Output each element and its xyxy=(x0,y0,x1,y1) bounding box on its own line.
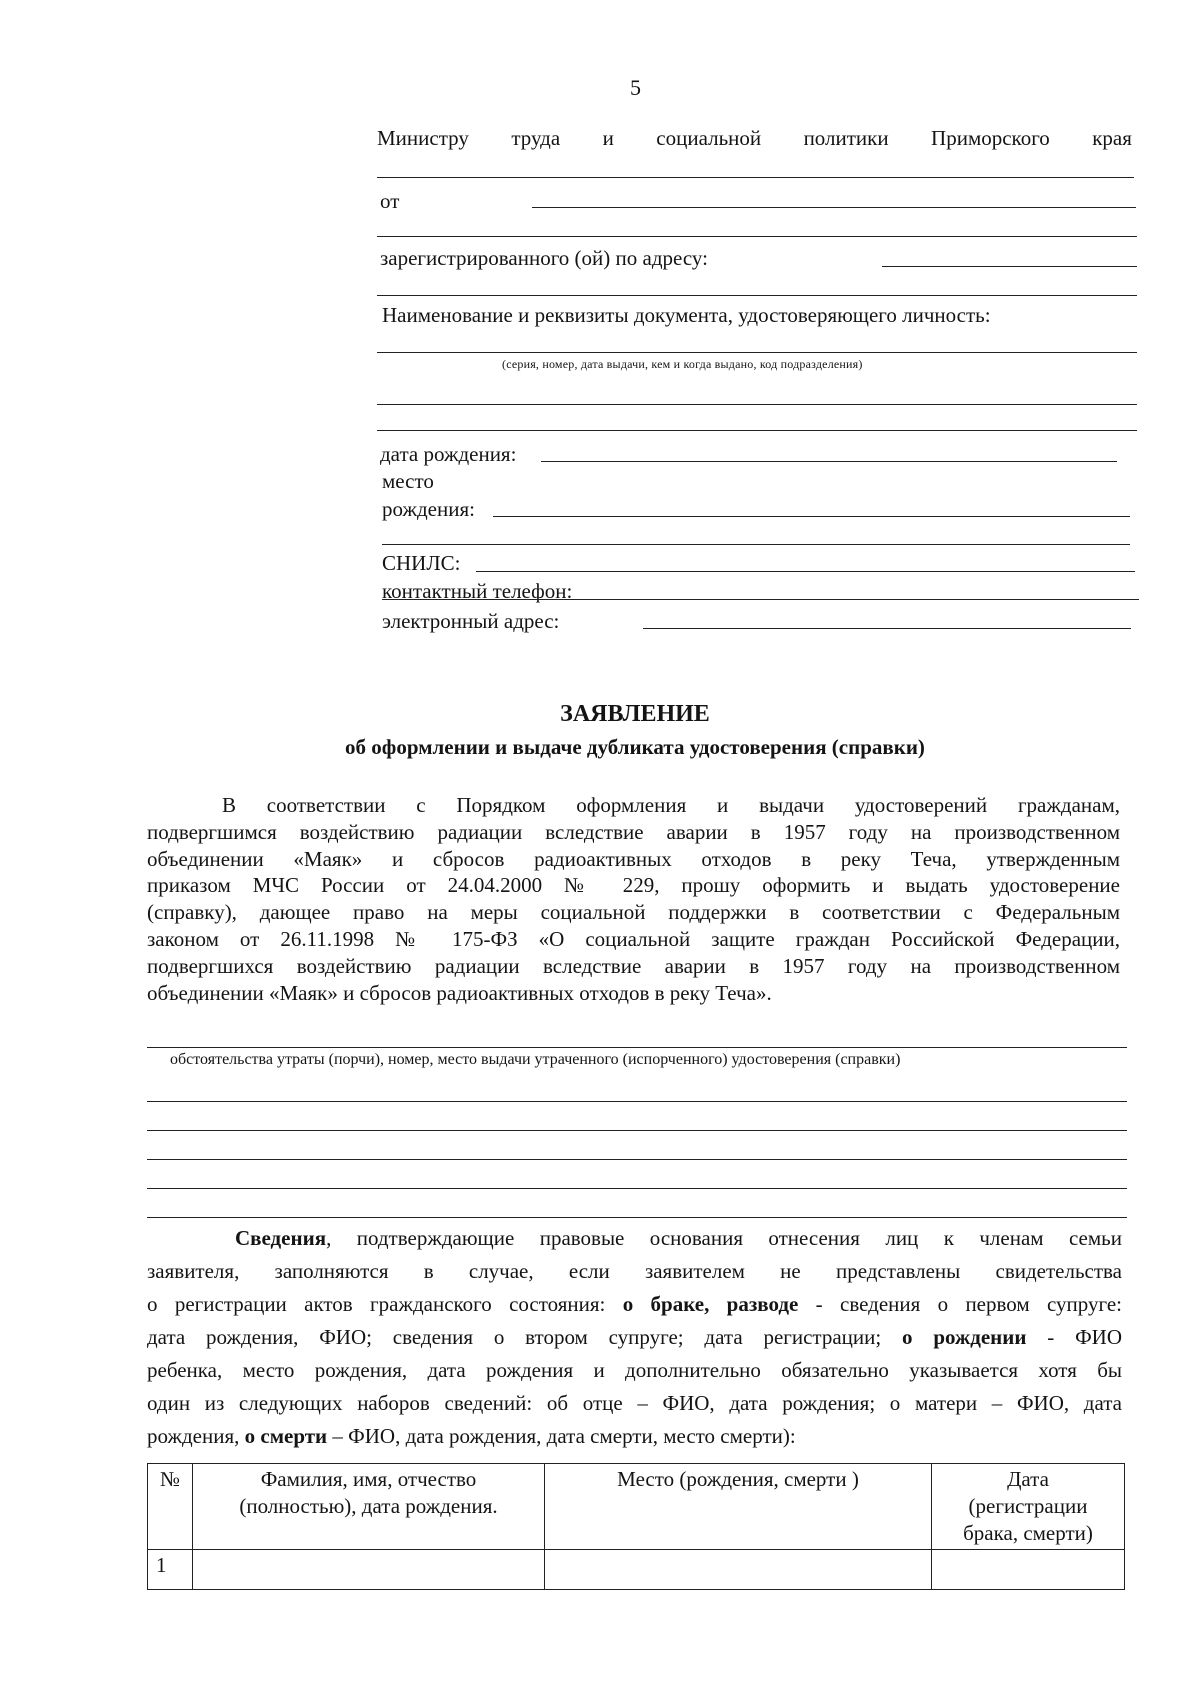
header-text: (полностью), дата рождения. xyxy=(239,1494,498,1518)
body-line: законом от 26.11.1998 № 175-ФЗ «О социальной защите граждан Российской Федерации, xyxy=(147,926,1120,951)
header-text: Фамилия, имя, отчество xyxy=(260,1467,477,1491)
info-bold: Сведения xyxy=(235,1226,327,1250)
blank-line[interactable] xyxy=(377,177,1134,178)
loss-caption: обстоятельства утраты (порчи), номер, место выдачи утраченного (испорченного) удостоверения (справки) xyxy=(170,1051,901,1068)
phone-label: контактный телефон: xyxy=(382,579,573,603)
table-header-row xyxy=(148,1464,1125,1550)
header-text: брака, смерти) xyxy=(963,1521,1093,1545)
info-text: рождения, xyxy=(147,1424,245,1448)
info-line xyxy=(147,1288,1122,1321)
body-line: подвергшимся воздействию радиации вследствие аварии в 1957 году на производственном xyxy=(147,819,1120,844)
from-field-line[interactable] xyxy=(532,207,1136,208)
info-line: заявителя, заполняются в случае, если заявителем не представлены свидетельства xyxy=(147,1259,1122,1283)
body-line: объединении «Маяк» и сбросов радиоактивных отходов в реку Теча, утвержденным xyxy=(147,846,1120,871)
family-table xyxy=(147,1463,1125,1590)
id-doc-label: Наименование и реквизиты документа, удостоверяющего личность: xyxy=(382,303,991,327)
addressee-word: и xyxy=(602,126,614,150)
document-title: ЗАЯВЛЕНИЕ xyxy=(560,701,710,727)
info-paragraph xyxy=(147,1222,1122,1453)
row-number: 1 xyxy=(148,1550,193,1590)
loss-field-line[interactable] xyxy=(147,1047,1127,1048)
header-date xyxy=(932,1464,1125,1550)
addressee-word: Министру xyxy=(377,126,469,150)
info-line xyxy=(147,1222,1122,1255)
body-line: (справку), дающее право на меры социальной поддержки в соответствии с Федеральным xyxy=(147,900,1120,925)
birth-place-label: место xyxy=(382,469,434,493)
addressee-line xyxy=(377,126,1132,151)
email-label: электронный адрес: xyxy=(382,609,560,633)
blank-line[interactable] xyxy=(382,544,1130,545)
body-line: объединении «Маяк» и сбросов радиоактивных отходов в реку Теча». xyxy=(147,980,772,1005)
header-place: Место (рождения, смерти ) xyxy=(545,1464,932,1550)
info-text: , подтверждающие правовые основания отнесения лиц к членам семьи xyxy=(326,1226,1122,1250)
header-text: Дата xyxy=(1007,1467,1049,1491)
header-number: № xyxy=(148,1464,193,1550)
snils-field-line[interactable] xyxy=(476,571,1135,572)
info-bold: о браке, разводе xyxy=(622,1292,799,1316)
info-text: – ФИО, дата рождения, дата смерти, место смерти): xyxy=(327,1424,796,1448)
birth-date-field-line[interactable] xyxy=(541,461,1117,462)
body-line: приказом МЧС России от 24.04.2000 № 229, прошу оформить и выдать удостоверение xyxy=(147,873,1120,898)
birth-date-label: дата рождения: xyxy=(380,442,517,466)
table-row xyxy=(148,1550,1125,1590)
info-text: дата рождения, ФИО; сведения о втором супруге; дата регистрации; xyxy=(147,1325,903,1349)
info-line: один из следующих наборов сведений: об отце – ФИО, дата рождения; о матери – ФИО, дата xyxy=(147,1391,1122,1415)
snils-label: СНИЛС: xyxy=(382,551,461,575)
addressee-word: социальной xyxy=(656,126,762,150)
info-text: о регистрации актов гражданского состояния: xyxy=(147,1292,623,1316)
email-field-line[interactable] xyxy=(643,628,1131,629)
blank-line[interactable] xyxy=(377,236,1137,237)
blank-line[interactable] xyxy=(147,1188,1127,1189)
info-line: ребенка, место рождения, дата рождения и дополнительно обязательно указывается хотя бы xyxy=(147,1358,1122,1382)
cell-place[interactable] xyxy=(545,1550,932,1590)
info-text: - ФИО xyxy=(1026,1325,1122,1349)
blank-line[interactable] xyxy=(147,1217,1127,1218)
header-full-name xyxy=(193,1464,545,1550)
blank-line[interactable] xyxy=(147,1130,1127,1131)
body-line: подвергшихся воздействию радиации вследствие аварии в 1957 году на производственном xyxy=(147,953,1120,978)
birth-place-field-line[interactable] xyxy=(493,516,1130,517)
document-subtitle: об оформлении и выдаче дубликата удостоверения (справки) xyxy=(345,735,925,759)
birth-place-label: рождения: xyxy=(382,497,475,521)
blank-line[interactable] xyxy=(147,1159,1127,1160)
addressee-word: труда xyxy=(511,126,561,150)
addressee-word: Приморского xyxy=(931,126,1050,150)
info-text: - сведения о первом супруге: xyxy=(798,1292,1122,1316)
info-line xyxy=(147,1321,1122,1354)
header-text: (регистрации xyxy=(968,1494,1088,1518)
body-paragraph xyxy=(147,792,1120,1006)
info-bold: о смерти xyxy=(244,1424,328,1448)
info-bold: о рождении xyxy=(902,1325,1027,1349)
addressee-word: политики xyxy=(803,126,889,150)
id-doc-caption: (серия, номер, дата выдачи, кем и когда выдано, код подразделения) xyxy=(502,357,863,371)
cell-date[interactable] xyxy=(932,1550,1125,1590)
blank-line[interactable] xyxy=(147,1101,1127,1102)
id-doc-field-line[interactable] xyxy=(377,352,1137,353)
phone-field-line[interactable] xyxy=(382,599,1139,600)
cell-full-name[interactable] xyxy=(193,1550,545,1590)
blank-line[interactable] xyxy=(377,430,1137,431)
blank-line[interactable] xyxy=(377,404,1137,405)
page-number: 5 xyxy=(630,75,641,100)
info-line xyxy=(147,1420,1122,1453)
address-field-line[interactable] xyxy=(882,266,1137,267)
addressee-word: края xyxy=(1092,126,1132,150)
body-line: В соответствии с Порядком оформления и выдачи удостоверений гражданам, xyxy=(222,793,1120,817)
blank-line[interactable] xyxy=(377,295,1137,296)
registered-label: зарегистрированного (ой) по адресу: xyxy=(380,246,708,270)
from-label: от xyxy=(380,189,400,213)
